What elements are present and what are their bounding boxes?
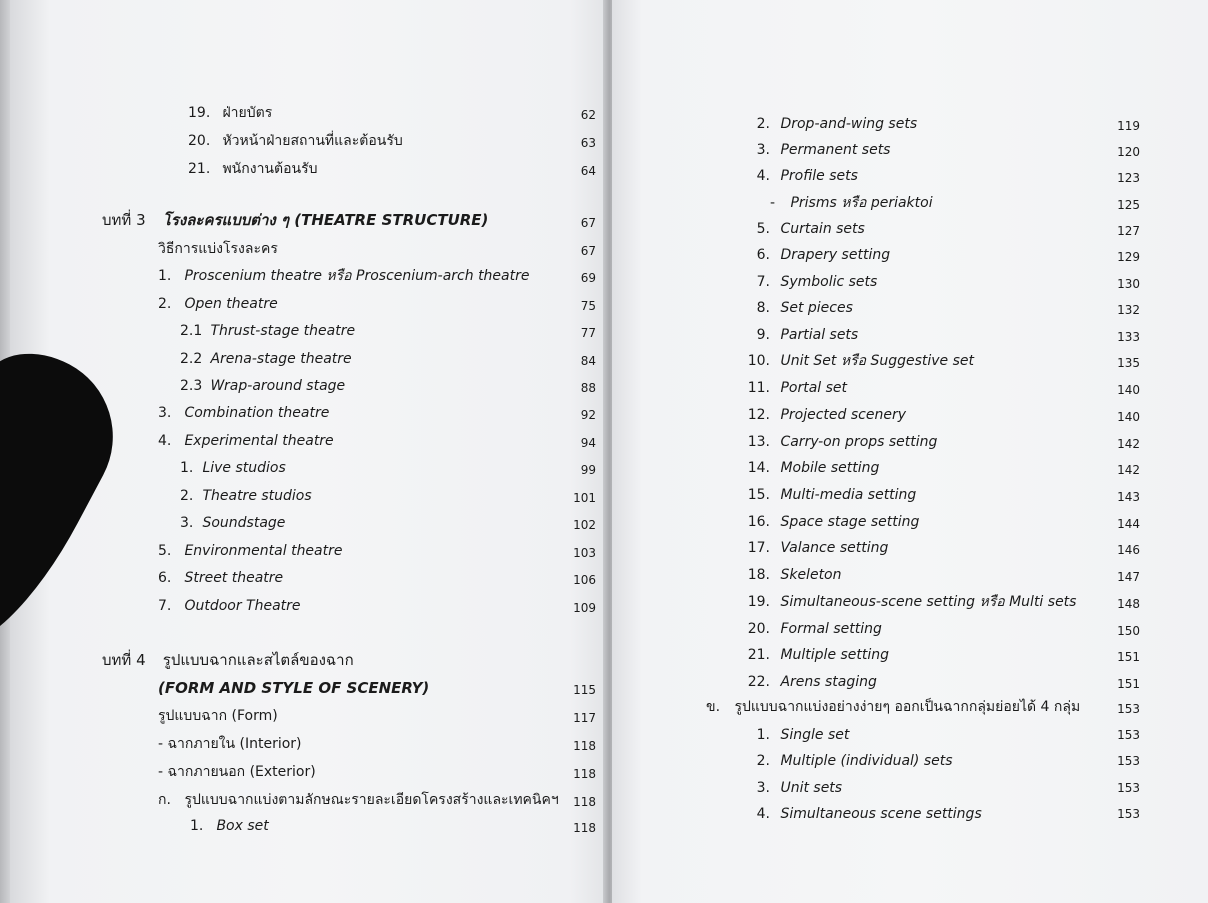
entry-number: 9. (756, 327, 770, 343)
toc-entry (736, 673, 877, 691)
entry-page: 101 (573, 491, 596, 505)
entry-number: 11. (747, 380, 770, 396)
entry-number: 4. (756, 168, 770, 184)
chapter-heading (102, 651, 354, 669)
entry-number: 20. (188, 133, 211, 149)
toc-entry (180, 459, 286, 477)
entry-number: 7. (158, 598, 172, 614)
entry-number: 2.2 (180, 351, 203, 367)
entry-title: ฝ่ายบัตร (222, 105, 273, 121)
entry-number: 4. (756, 806, 770, 822)
entry-number: 22. (747, 674, 770, 690)
entry-number: 1. (190, 818, 204, 834)
entry-page: 62 (580, 108, 596, 122)
entry-page: 135 (1117, 356, 1140, 370)
entry-page: 69 (580, 271, 596, 285)
entry-number: 21. (747, 647, 770, 663)
toc-entry (746, 273, 877, 291)
toc-entry (736, 566, 842, 584)
entry-page: 88 (580, 381, 596, 395)
entry-title: รูปแบบฉากแบ่งตามลักษณะรายละเอียดโครงสร้างและเทคนิคฯ (184, 792, 559, 808)
entry-title: Space stage setting (780, 514, 920, 530)
entry-page: 115 (573, 683, 596, 697)
entry-title: Simultaneous scene settings (780, 806, 982, 822)
entry-page: 77 (580, 326, 596, 340)
entry-number: 3. (756, 780, 770, 796)
entry-number: 19. (188, 105, 211, 121)
entry-page: 67 (580, 216, 596, 230)
toc-entry (746, 779, 842, 797)
entry-page: 118 (573, 739, 596, 753)
entry-number: 19. (747, 594, 770, 610)
entry-title: Theatre studios (202, 488, 312, 504)
entry-title: Arens staging (780, 674, 877, 690)
toc-entry (736, 379, 847, 397)
entry-number: 7. (756, 274, 770, 290)
toc-entry (180, 514, 285, 532)
entry-number: 18. (747, 567, 770, 583)
toc-entry (158, 542, 343, 560)
entry-title: Unit sets (780, 780, 843, 796)
entry-page: 150 (1117, 624, 1140, 638)
toc-entry (746, 726, 849, 744)
toc-entry (746, 141, 890, 159)
entry-number: 1. (756, 727, 770, 743)
entry-number: 17. (747, 540, 770, 556)
toc-entry (158, 707, 278, 725)
entry-title: Street theatre (184, 570, 284, 586)
entry-page: 153 (1117, 702, 1140, 716)
entry-page: 153 (1117, 807, 1140, 821)
toc-entry (158, 240, 278, 258)
entry-title: Box set (216, 818, 269, 834)
entry-page: 144 (1117, 517, 1140, 531)
entry-page: 147 (1117, 570, 1140, 584)
entry-number: 2. (756, 116, 770, 132)
entry-page: 103 (573, 546, 596, 560)
entry-page: 148 (1117, 597, 1140, 611)
entry-number: 5. (158, 543, 172, 559)
entry-page: 118 (573, 767, 596, 781)
entry-title: - ฉากภายนอก (Exterior) (158, 764, 316, 780)
chapter-heading (102, 211, 488, 229)
entry-title: Permanent sets (780, 142, 891, 158)
entry-title: รูปแบบฉากแบ่งอย่างง่ายๆ ออกเป็นฉากกลุ่มย่อยได้ 4 กลุ่ม (734, 699, 1081, 715)
entry-number: 2. (158, 296, 172, 312)
toc-entry (180, 350, 352, 368)
toc-entry (736, 513, 919, 531)
entry-number: 2.3 (180, 378, 203, 394)
entry-title: Profile sets (780, 168, 858, 184)
entry-page: 146 (1117, 543, 1140, 557)
entry-page: 67 (580, 244, 596, 258)
toc-entry (746, 326, 858, 344)
entry-title: Multiple setting (780, 647, 890, 663)
entry-title: Environmental theatre (184, 543, 343, 559)
entry-page: 118 (573, 821, 596, 835)
toc-entry (188, 132, 403, 150)
entry-title: Drop-and-wing sets (780, 116, 918, 132)
entry-page: 118 (573, 795, 596, 809)
entry-page: 64 (580, 164, 596, 178)
entry-number: ข. (706, 699, 721, 715)
toc-entry (736, 539, 888, 557)
entry-title: Valance setting (780, 540, 889, 556)
entry-page: 102 (573, 518, 596, 532)
toc-entry (188, 104, 272, 122)
entry-title: หัวหน้าฝ่ายสถานที่และต้อนรับ (222, 133, 403, 149)
toc-entry (746, 299, 853, 317)
entry-page: 125 (1117, 198, 1140, 212)
entry-number: 3. (158, 405, 172, 421)
entry-title: Outdoor Theatre (184, 598, 301, 614)
entry-title: Projected scenery (780, 407, 906, 423)
toc-entry (736, 620, 882, 638)
entry-title: Symbolic sets (780, 274, 878, 290)
entry-title: พนักงานต้อนรับ (222, 161, 318, 177)
entry-title: Open theatre (184, 296, 278, 312)
entry-title: Prisms หรือ periaktoi (790, 195, 933, 211)
entry-page: 151 (1117, 650, 1140, 664)
chapter-title: โรงละครแบบต่าง ๆ (THEATRE STRUCTURE) (162, 211, 489, 229)
toc-entry (746, 805, 982, 823)
toc-entry (180, 377, 345, 395)
entry-title: Proscenium theatre หรือ Proscenium-arch theatre (184, 268, 530, 284)
entry-page: 106 (573, 573, 596, 587)
toc-entry (746, 246, 890, 264)
entry-number: 1. (180, 460, 194, 476)
entry-title: Multiple (individual) sets (780, 753, 953, 769)
entry-title: Wrap-around stage (210, 378, 346, 394)
entry-number: ก. (158, 792, 171, 808)
entry-title: รูปแบบฉาก (Form) (158, 708, 278, 724)
entry-page: 94 (580, 436, 596, 450)
toc-entry (158, 791, 559, 809)
entry-title: Portal set (780, 380, 848, 396)
entry-title: Soundstage (202, 515, 286, 531)
entry-page: 117 (573, 711, 596, 725)
toc-entry (158, 569, 283, 587)
entry-page: 120 (1117, 145, 1140, 159)
entry-number: - (770, 195, 776, 211)
toc-entry (746, 220, 865, 238)
entry-number: 13. (747, 434, 770, 450)
toc-entry (158, 432, 334, 450)
toc-entry (190, 817, 269, 835)
entry-number: 2. (756, 753, 770, 769)
entry-title: Drapery setting (780, 247, 891, 263)
right-page (612, 0, 1208, 903)
entry-title: Set pieces (780, 300, 853, 316)
entry-title: Mobile setting (780, 460, 880, 476)
toc-entry (158, 597, 301, 615)
chapter-number: บทที่ 4 (102, 651, 146, 669)
entry-number: 20. (747, 621, 770, 637)
toc-entry (158, 404, 329, 422)
entry-page: 132 (1117, 303, 1140, 317)
entry-page: 127 (1117, 224, 1140, 238)
entry-number: 3. (180, 515, 194, 531)
entry-number: 14. (747, 460, 770, 476)
toc-entry (158, 763, 316, 781)
toc-entry (746, 752, 953, 770)
entry-title: Single set (780, 727, 850, 743)
entry-page: 130 (1117, 277, 1140, 291)
entry-page: 140 (1117, 410, 1140, 424)
entry-title: Multi-media setting (780, 487, 917, 503)
entry-page: 99 (580, 463, 596, 477)
entry-page: 129 (1117, 250, 1140, 264)
toc-entry (736, 593, 1076, 611)
entry-title: Formal setting (780, 621, 882, 637)
entry-title: Unit Set หรือ Suggestive set (780, 353, 975, 369)
toc-entry (158, 295, 278, 313)
entry-title: Skeleton (780, 567, 842, 583)
toc-entry (158, 735, 302, 753)
chapter-title: รูปแบบฉากและสไตล์ของฉาก (162, 651, 354, 669)
entry-title: (FORM AND STYLE OF SCENERY) (158, 679, 430, 697)
entry-number: 4. (158, 433, 172, 449)
entry-number: 6. (158, 570, 172, 586)
entry-number: 6. (756, 247, 770, 263)
entry-title: วิธีการแบ่งโรงละคร (158, 241, 278, 257)
entry-page: 153 (1117, 754, 1140, 768)
toc-entry (736, 646, 889, 664)
entry-number: 5. (756, 221, 770, 237)
entry-page: 119 (1117, 119, 1140, 133)
toc-entry (770, 194, 933, 212)
toc-entry (736, 433, 937, 451)
entry-page: 123 (1117, 171, 1140, 185)
toc-entry (180, 322, 355, 340)
entry-number: 8. (756, 300, 770, 316)
entry-page: 143 (1117, 490, 1140, 504)
entry-page: 92 (580, 408, 596, 422)
toc-entry (706, 698, 1080, 716)
toc-entry (188, 160, 317, 178)
entry-page: 151 (1117, 677, 1140, 691)
entry-page: 153 (1117, 781, 1140, 795)
entry-page: 63 (580, 136, 596, 150)
entry-page: 84 (580, 354, 596, 368)
entry-number: 2. (180, 488, 194, 504)
entry-page: 75 (580, 299, 596, 313)
entry-page: 142 (1117, 437, 1140, 451)
entry-title: Carry-on props setting (780, 434, 938, 450)
entry-page: 153 (1117, 728, 1140, 742)
entry-number: 3. (756, 142, 770, 158)
entry-title: Thrust-stage theatre (210, 323, 356, 339)
entry-number: 16. (747, 514, 770, 530)
chapter-number: บทที่ 3 (102, 211, 146, 229)
entry-title: Combination theatre (184, 405, 330, 421)
toc-entry (158, 267, 529, 285)
entry-title: Simultaneous-scene setting หรือ Multi sets (780, 594, 1077, 610)
entry-page: 142 (1117, 463, 1140, 477)
toc-entry (180, 487, 312, 505)
entry-number: 1. (158, 268, 172, 284)
entry-title: Experimental theatre (184, 433, 334, 449)
chapter-subtitle (158, 679, 429, 697)
toc-entry (736, 486, 916, 504)
entry-number: 21. (188, 161, 211, 177)
entry-number: 12. (747, 407, 770, 423)
entry-title: Partial sets (780, 327, 859, 343)
entry-page: 109 (573, 601, 596, 615)
entry-title: Curtain sets (780, 221, 865, 237)
toc-entry (746, 167, 858, 185)
toc-entry (736, 406, 906, 424)
toc-entry (736, 459, 879, 477)
entry-number: 15. (747, 487, 770, 503)
entry-title: - ฉากภายใน (Interior) (158, 736, 302, 752)
entry-number: 2.1 (180, 323, 203, 339)
entry-title: Live studios (202, 460, 286, 476)
entry-number: 10. (747, 353, 770, 369)
entry-page: 133 (1117, 330, 1140, 344)
toc-entry (736, 352, 974, 370)
entry-page: 140 (1117, 383, 1140, 397)
entry-title: Arena-stage theatre (210, 351, 352, 367)
toc-entry (746, 115, 917, 133)
